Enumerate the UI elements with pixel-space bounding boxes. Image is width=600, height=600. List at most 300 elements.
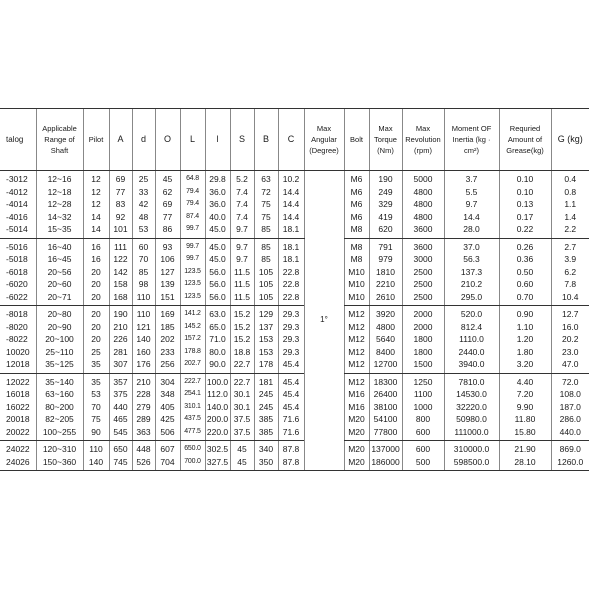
cell-g <box>551 373 589 441</box>
cell-value: 5640 <box>376 334 395 344</box>
cell-value: 129 <box>258 309 274 319</box>
cell-value: 600 <box>415 426 431 437</box>
cell-value: 181 <box>258 376 274 387</box>
cell-value: 29.8 <box>209 174 226 184</box>
cell-value: 348 <box>160 389 175 399</box>
cell-value: M12 <box>348 309 365 319</box>
cell-value: 28.0 <box>463 224 480 234</box>
cell-value: 20~56 <box>47 266 72 277</box>
cell-value: 2.2 <box>564 224 577 234</box>
cell-value: 0.10 <box>516 174 534 184</box>
cell-value: 14.4 <box>282 211 300 222</box>
cell-value: 79.4 <box>186 200 199 207</box>
cell-value: 56.0 <box>209 291 226 302</box>
cell-l <box>180 373 205 441</box>
cell-value: 110 <box>136 291 151 302</box>
cell-value: 1.10 <box>516 321 534 332</box>
cell-value: 63~160 <box>45 389 74 399</box>
cell-value: 99.7 <box>186 225 199 232</box>
cell-value: 29.3 <box>282 346 300 357</box>
cell-value: 9.7 <box>465 199 478 209</box>
cell-value: 14 <box>91 224 101 234</box>
cell-value: 77 <box>115 186 126 197</box>
cell-range <box>36 238 83 306</box>
cell-value: 53 <box>138 224 149 234</box>
cell-grease <box>499 171 551 239</box>
cell-value: 54100 <box>373 414 398 424</box>
cell-value: -4012 <box>6 186 28 197</box>
header-d: d <box>132 109 155 171</box>
cell-value: 50980.0 <box>456 414 487 424</box>
cell-value: 71.6 <box>282 426 300 437</box>
cell-value: 45 <box>162 174 173 184</box>
cell-value: 26400 <box>373 389 398 399</box>
cell-value: 186000 <box>371 456 400 467</box>
cell-value: 20~71 <box>47 291 72 302</box>
cell-value: 7.4 <box>236 211 248 222</box>
cell-value: 127 <box>160 266 175 277</box>
cell-s <box>230 306 254 374</box>
header-l: L <box>180 109 205 171</box>
cell-value: 8400 <box>376 346 395 357</box>
cell-value: M10 <box>348 266 365 277</box>
cell-value: 20 <box>91 266 101 277</box>
cell-l <box>180 306 205 374</box>
cell-value: M8 <box>350 241 363 252</box>
cell-value: 187.0 <box>559 401 581 412</box>
cell-pilot <box>83 373 109 441</box>
cell-value: 75 <box>261 199 271 209</box>
cell-value: 222.7 <box>184 377 201 385</box>
cell-value: 295.0 <box>460 291 483 302</box>
cell-value: 14~32 <box>47 211 72 222</box>
cell-value: 1800 <box>413 346 433 357</box>
cell-value: 506 <box>160 426 175 437</box>
cell-value: 83 <box>115 199 126 209</box>
cell-value: 5.5 <box>465 186 478 197</box>
cell-value: 56.0 <box>209 279 226 289</box>
cell-value: 1810 <box>376 266 395 277</box>
cell-value: 36.0 <box>209 186 226 197</box>
cell-value: 45.4 <box>282 401 300 412</box>
cell-value: 12 <box>91 186 101 197</box>
cell-value: 600 <box>415 444 431 454</box>
cell-value: 16022 <box>6 401 30 412</box>
header-bolt: Bolt <box>344 109 369 171</box>
cell-value: 210 <box>113 321 128 332</box>
cell-value: 190 <box>113 309 128 319</box>
header-l: l <box>205 109 230 171</box>
cell-value: 85 <box>261 254 271 264</box>
cell-value: 168 <box>113 291 128 302</box>
cell-value: 12 <box>91 174 101 184</box>
header-o: O <box>155 109 180 171</box>
cell-value: 0.36 <box>516 254 534 264</box>
cell-value: 16.0 <box>561 321 579 332</box>
cell-value: 45.4 <box>282 359 300 369</box>
cell-value: 178.8 <box>184 347 201 355</box>
cell-value: 0.60 <box>516 279 534 289</box>
cell-value: 12700 <box>373 359 398 369</box>
cell-value: 477.5 <box>184 427 201 435</box>
cell-value: 419 <box>378 211 393 222</box>
cell-value: 30.1 <box>233 389 251 399</box>
cell-value: 28.10 <box>514 456 536 467</box>
cell-d <box>132 373 155 441</box>
cell-value: 526 <box>136 456 151 467</box>
cell-value: -8022 <box>6 334 28 344</box>
cell-o <box>155 441 180 471</box>
cell-value: -3012 <box>6 174 28 184</box>
cell-c <box>278 306 304 374</box>
cell-value: 20~100 <box>45 334 74 344</box>
cell-b <box>254 441 278 471</box>
cell-range <box>36 171 83 239</box>
cell-value: 100.0 <box>206 376 229 387</box>
cell-value: M6 <box>350 199 363 209</box>
cell-value: 90.0 <box>209 359 226 369</box>
cell-value: 23.0 <box>561 346 579 357</box>
table-row-group <box>0 306 589 374</box>
cell-value: 35~140 <box>45 376 74 387</box>
cell-l <box>205 306 230 374</box>
cell-value: M10 <box>348 279 365 289</box>
cell-value: 20 <box>91 279 101 289</box>
cell-value: M16 <box>348 389 365 399</box>
cell-range <box>36 306 83 374</box>
cell-pilot <box>83 306 109 374</box>
header-torque: Max Torque (Nm) <box>369 109 402 171</box>
cell-value: 1260.0 <box>557 456 584 467</box>
cell-grease <box>499 441 551 471</box>
cell-value: -4016 <box>6 211 28 222</box>
coupling-spec-table <box>0 108 589 471</box>
cell-value: 45.4 <box>282 376 300 387</box>
cell-value: M12 <box>348 376 365 387</box>
cell-value: 87.8 <box>282 456 300 467</box>
cell-value: 137 <box>258 321 274 332</box>
cell-g <box>551 441 589 471</box>
cell-value: 10.4 <box>561 291 579 302</box>
cell-value: 12018 <box>6 359 30 369</box>
cell-value: 82~205 <box>45 414 74 424</box>
cell-value: 9.7 <box>236 254 248 264</box>
cell-value: 18.8 <box>233 346 251 357</box>
cell-value: 99.7 <box>186 242 199 250</box>
cell-value: 75 <box>91 414 101 424</box>
cell-value: 249 <box>378 186 393 197</box>
cell-l <box>180 171 205 239</box>
cell-value: -6022 <box>6 291 28 302</box>
cell-catalog <box>0 171 36 239</box>
cell-value: 289 <box>136 414 151 424</box>
cell-value: 9.7 <box>236 224 248 234</box>
cell-value: 357 <box>113 376 128 387</box>
cell-torque <box>369 441 402 471</box>
cell-value: 53 <box>91 389 101 399</box>
cell-value: 650.0 <box>184 445 201 452</box>
cell-value: 38100 <box>373 401 398 412</box>
cell-value: M12 <box>348 321 365 332</box>
cell-value: 140 <box>136 334 151 344</box>
cell-inertia <box>444 306 499 374</box>
cell-value: 1100 <box>413 389 433 399</box>
cell-l <box>205 238 230 306</box>
cell-value: 226 <box>113 334 128 344</box>
cell-value: 29.3 <box>282 309 300 319</box>
cell-value: 45 <box>237 444 247 454</box>
cell-value: 2000 <box>413 321 433 332</box>
cell-value: 310.1 <box>184 402 201 410</box>
cell-value: M12 <box>348 334 365 344</box>
cell-value: 120~310 <box>42 444 77 454</box>
cell-value: 11.5 <box>234 279 250 289</box>
cell-s <box>230 373 254 441</box>
cell-value: 256 <box>160 359 175 369</box>
cell-value: 140.0 <box>206 401 229 412</box>
max-angular-cell: 1° <box>304 171 344 471</box>
cell-value: 520.0 <box>460 309 483 319</box>
cell-range <box>36 441 83 471</box>
cell-value: 123.5 <box>184 280 201 287</box>
cell-value: 14.4 <box>463 211 480 222</box>
cell-value: 385 <box>258 426 274 437</box>
cell-value: 71.6 <box>282 414 300 424</box>
cell-value: 37.5 <box>233 414 251 424</box>
cell-value: 137.3 <box>460 266 483 277</box>
cell-value: 3920 <box>376 309 395 319</box>
cell-value: 16 <box>91 241 101 252</box>
cell-value: 22.8 <box>282 266 300 277</box>
cell-b <box>254 306 278 374</box>
cell-value: 16~45 <box>47 254 72 264</box>
cell-value: 1800 <box>413 334 433 344</box>
cell-value: 80.0 <box>209 346 226 357</box>
cell-value: 0.90 <box>516 309 534 319</box>
cell-value: 598500.0 <box>453 456 490 467</box>
cell-value: 233 <box>160 346 175 357</box>
cell-value: 465 <box>113 414 128 424</box>
cell-s <box>230 171 254 239</box>
cell-value: 71.0 <box>209 334 226 344</box>
cell-value: 18300 <box>373 376 398 387</box>
cell-value: 10020 <box>6 346 30 357</box>
cell-value: -6018 <box>6 266 28 277</box>
cell-value: 14530.0 <box>456 389 487 399</box>
cell-value: 56.0 <box>209 266 226 277</box>
cell-value: 210 <box>136 376 151 387</box>
cell-value: 42 <box>138 199 149 209</box>
cell-value: 25 <box>91 346 101 357</box>
cell-g <box>551 306 589 374</box>
cell-value: M20 <box>348 414 365 424</box>
table-row-group <box>0 441 589 471</box>
cell-value: 122 <box>113 254 128 264</box>
table-row-group <box>0 238 589 306</box>
cell-o <box>155 171 180 239</box>
cell-value: 18.1 <box>282 254 300 264</box>
cell-value: 64.8 <box>186 175 199 182</box>
cell-value: 35 <box>91 359 101 369</box>
cell-value: M20 <box>348 444 365 454</box>
cell-bolt <box>344 441 369 471</box>
cell-value: 375 <box>113 389 128 399</box>
cell-value: 87.8 <box>282 444 300 454</box>
cell-value: 3600 <box>413 241 433 252</box>
cell-value: 14 <box>91 211 101 222</box>
cell-value: 110 <box>136 309 151 319</box>
cell-value: 385 <box>258 414 274 424</box>
cell-value: 62 <box>162 186 173 197</box>
cell-value: 3600 <box>413 224 433 234</box>
cell-inertia <box>444 441 499 471</box>
cell-value: 1.4 <box>564 211 577 222</box>
cell-value: 607 <box>160 444 175 454</box>
cell-value: 20 <box>91 291 101 302</box>
cell-c <box>278 373 304 441</box>
header-c: C <box>278 109 304 171</box>
cell-value: 85 <box>261 224 271 234</box>
cell-value: 45.0 <box>209 241 226 252</box>
header-s: S <box>230 109 254 171</box>
cell-catalog <box>0 238 36 306</box>
cell-d <box>132 306 155 374</box>
cell-value: 22.8 <box>282 279 300 289</box>
cell-b <box>254 238 278 306</box>
cell-grease <box>499 373 551 441</box>
cell-value: 140 <box>88 456 104 467</box>
cell-value: 20022 <box>6 426 30 437</box>
cell-value: 245 <box>258 401 274 412</box>
cell-value: 45.4 <box>282 389 300 399</box>
cell-value: 620 <box>378 224 393 234</box>
cell-value: M8 <box>350 254 363 264</box>
cell-value: 16018 <box>6 389 30 399</box>
cell-l <box>205 441 230 471</box>
cell-value: 210.2 <box>460 279 483 289</box>
cell-value: 1110.0 <box>459 334 484 344</box>
cell-bolt <box>344 238 369 306</box>
cell-value: 110 <box>89 444 103 454</box>
cell-value: 327.5 <box>206 456 229 467</box>
cell-value: 105 <box>258 291 274 302</box>
cell-value: 24026 <box>6 456 30 467</box>
cell-value: 25 <box>138 174 149 184</box>
cell-value: 437.5 <box>184 415 201 422</box>
cell-value: 85 <box>138 266 149 277</box>
cell-value: 202.7 <box>184 360 201 367</box>
cell-value: 63.0 <box>209 309 226 319</box>
cell-value: 2210 <box>376 279 395 289</box>
cell-value: 0.26 <box>516 241 534 252</box>
cell-value: 85 <box>261 241 271 252</box>
header-g: G (kg) <box>551 109 589 171</box>
header-revolution: Max Revolution (rpm) <box>402 109 444 171</box>
cell-value: 75 <box>261 211 271 222</box>
cell-value: 20~90 <box>47 321 72 332</box>
cell-value: 12~28 <box>47 199 72 209</box>
cell-value: 87.4 <box>186 212 199 220</box>
cell-value: 111000.0 <box>454 426 489 437</box>
cell-value: M12 <box>348 346 365 357</box>
cell-value: 4800 <box>376 321 395 332</box>
cell-value: 3.20 <box>516 359 534 369</box>
cell-value: 80~200 <box>45 401 74 412</box>
cell-value: 157.2 <box>184 335 201 342</box>
cell-value: M20 <box>348 426 365 437</box>
cell-revolution <box>402 373 444 441</box>
cell-value: 45 <box>237 456 247 467</box>
cell-value: 36.0 <box>209 199 226 209</box>
cell-value: 1.20 <box>516 334 534 344</box>
cell-torque <box>369 373 402 441</box>
cell-value: 141.2 <box>184 310 201 317</box>
cell-value: 329 <box>378 199 393 209</box>
cell-value: 190 <box>378 174 393 184</box>
cell-value: -6020 <box>6 279 28 289</box>
cell-value: -8020 <box>6 321 28 332</box>
cell-a <box>109 441 132 471</box>
cell-s <box>230 238 254 306</box>
cell-value: 0.13 <box>516 199 534 209</box>
cell-bolt <box>344 171 369 239</box>
cell-value: M20 <box>348 456 365 467</box>
cell-value: 245 <box>258 389 274 399</box>
cell-value: 20.2 <box>561 334 579 344</box>
cell-value: 178 <box>258 359 274 369</box>
cell-value: 1.1 <box>564 199 577 209</box>
cell-value: 63 <box>261 174 271 184</box>
cell-value: 65.0 <box>209 321 226 332</box>
cell-value: 0.17 <box>516 211 534 222</box>
cell-value: 7.4 <box>236 186 248 197</box>
table-row-group <box>0 171 589 239</box>
cell-value: 979 <box>378 254 393 264</box>
cell-grease <box>499 306 551 374</box>
cell-value: 2440.0 <box>458 346 485 357</box>
cell-value: 33 <box>138 186 149 197</box>
cell-value: M6 <box>350 211 363 222</box>
cell-value: 2500 <box>413 266 433 277</box>
cell-value: 98 <box>138 279 149 289</box>
cell-value: 20 <box>91 321 101 332</box>
cell-value: 108.0 <box>559 389 581 399</box>
cell-value: 745 <box>113 456 128 467</box>
cell-value: 279 <box>136 401 151 412</box>
cell-value: 60 <box>138 241 149 252</box>
cell-value: 7.20 <box>516 389 534 399</box>
cell-revolution <box>402 306 444 374</box>
cell-value: -5018 <box>6 254 28 264</box>
cell-g <box>551 171 589 239</box>
cell-value: 29.3 <box>282 321 300 332</box>
cell-value: 11.5 <box>234 291 250 302</box>
cell-value: 72 <box>261 186 271 197</box>
cell-value: M10 <box>348 291 365 302</box>
header-grease: Requried Amount of Grease(kg) <box>499 109 551 171</box>
cell-value: M12 <box>348 359 365 369</box>
cell-value: 18.1 <box>282 241 300 252</box>
cell-value: 5.2 <box>236 174 248 184</box>
cell-value: 425 <box>160 414 175 424</box>
cell-value: 151 <box>160 291 175 302</box>
cell-b <box>254 373 278 441</box>
cell-value: 2.7 <box>564 241 577 252</box>
cell-value: 40.0 <box>209 211 226 222</box>
cell-value: 448 <box>136 444 151 454</box>
cell-value: 4800 <box>413 211 433 222</box>
cell-catalog <box>0 373 36 441</box>
